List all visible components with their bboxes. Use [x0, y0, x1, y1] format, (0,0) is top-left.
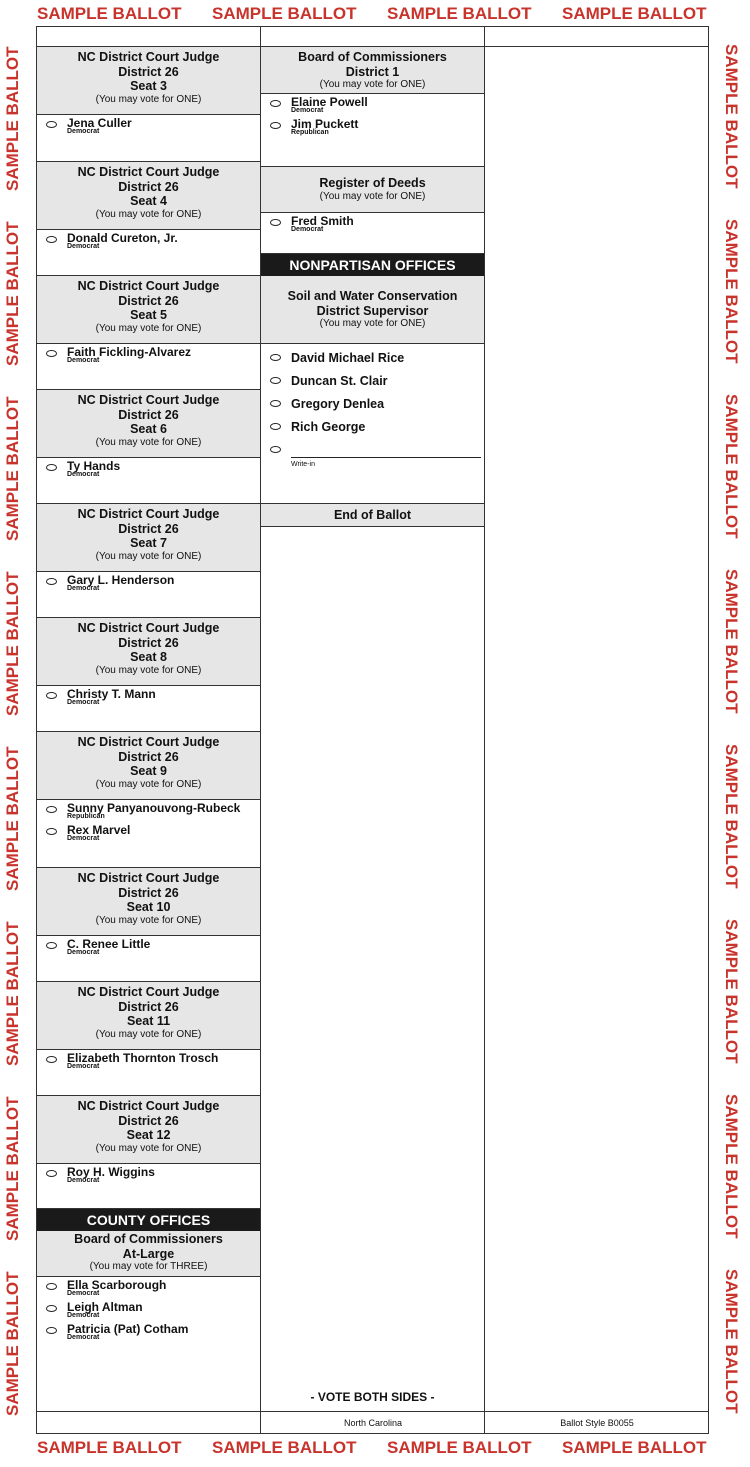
- contest-title-line: NC District Court Judge: [77, 165, 220, 179]
- vote-oval[interactable]: [270, 377, 281, 384]
- contest-title-line: NC District Court Judge: [77, 985, 220, 999]
- contest-header: [37, 868, 260, 936]
- contest-title-line: District Supervisor: [316, 303, 429, 318]
- contest-title-line: District 26: [118, 999, 179, 1014]
- candidate-name: Sunny Panyanouvong-Rubeck: [67, 801, 241, 815]
- candidate-name: Ella Scarborough: [67, 1278, 167, 1292]
- vote-both-sides: - VOTE BOTH SIDES -: [310, 1390, 435, 1404]
- candidate-name: Rex Marvel: [67, 823, 131, 837]
- candidate-name: C. Renee Little: [67, 937, 151, 951]
- contest-header: [37, 732, 260, 800]
- candidate-name: Christy T. Mann: [67, 687, 156, 701]
- candidate-party: Democrat: [67, 128, 100, 135]
- candidate-party: Democrat: [67, 699, 100, 706]
- contest-title-line: NC District Court Judge: [77, 507, 220, 521]
- candidate-name: Patricia (Pat) Cotham: [67, 1322, 189, 1336]
- watermark-text: SAMPLE BALLOT: [3, 746, 22, 891]
- candidate-name: Elaine Powell: [291, 95, 368, 109]
- write-in-option[interactable]: [261, 440, 484, 472]
- contest-title-line: Seat 10: [126, 900, 171, 914]
- vote-instruction: (You may vote for ONE): [95, 322, 202, 334]
- watermark-text: SAMPLE BALLOT: [3, 1271, 22, 1416]
- candidate-name: Leigh Altman: [67, 1300, 143, 1314]
- vote-instruction: (You may vote for ONE): [95, 436, 202, 448]
- watermark-text: SAMPLE BALLOT: [562, 4, 707, 23]
- end-of-ballot-header: [261, 504, 484, 526]
- watermark-text: SAMPLE BALLOT: [37, 1438, 182, 1457]
- contest-title-line: District 26: [118, 179, 179, 194]
- contest-title-line: District 26: [118, 64, 179, 79]
- candidate-option[interactable]: [261, 348, 484, 371]
- contest-title-line: Seat 3: [130, 79, 167, 93]
- contest-title-line: Soil and Water Conservation: [287, 289, 458, 303]
- watermark-text: SAMPLE BALLOT: [722, 919, 741, 1064]
- candidate-name: Faith Fickling-Alvarez: [67, 345, 192, 359]
- candidate-option[interactable]: [37, 800, 260, 822]
- contest-title-line: Seat 6: [130, 422, 167, 436]
- candidate-name: Jim Puckett: [291, 117, 359, 131]
- contest-title-line: Register of Deeds: [319, 176, 426, 190]
- vote-instruction: (You may vote for ONE): [95, 93, 202, 105]
- end-of-ballot: [261, 504, 484, 527]
- contest-header: [37, 504, 260, 572]
- candidate-party: Democrat: [67, 1290, 100, 1297]
- candidate-name: Duncan St. Clair: [291, 374, 388, 388]
- contest-district-court-judge: [37, 982, 260, 1096]
- contest-title-line: District 26: [118, 521, 179, 536]
- vote-oval[interactable]: [46, 1056, 57, 1063]
- vote-instruction: (You may vote for ONE): [95, 778, 202, 790]
- candidate-option[interactable]: [37, 686, 260, 708]
- vote-instruction: (You may vote for ONE): [319, 79, 426, 90]
- candidate-option[interactable]: [37, 1277, 260, 1299]
- contest-district-court-judge: [37, 1096, 260, 1209]
- candidate-party: Democrat: [291, 226, 324, 233]
- candidate-party: Republican: [67, 813, 105, 820]
- vote-instruction: (You may vote for THREE): [89, 1261, 208, 1272]
- contest-title-line: NC District Court Judge: [77, 621, 220, 635]
- watermark-text: SAMPLE BALLOT: [3, 571, 22, 716]
- candidate-party: Republican: [291, 129, 329, 136]
- watermark-text: SAMPLE BALLOT: [3, 396, 22, 541]
- contest-title-line: NC District Court Judge: [77, 735, 220, 749]
- footer-state: North Carolina: [343, 1418, 403, 1428]
- contest-header: [37, 982, 260, 1050]
- vote-instruction: (You may vote for ONE): [319, 190, 426, 202]
- contest-title-line: District 26: [118, 749, 179, 764]
- watermark-text: SAMPLE BALLOT: [3, 921, 22, 1066]
- candidate-option[interactable]: [37, 822, 260, 844]
- candidate-name: Roy H. Wiggins: [67, 1165, 155, 1179]
- watermark-text: SAMPLE BALLOT: [722, 1094, 741, 1239]
- contest-header: [261, 47, 484, 94]
- candidate-name: Rich George: [291, 420, 366, 434]
- footer-ballot-style: Ballot Style B0055: [560, 1418, 634, 1428]
- vote-oval[interactable]: [46, 942, 57, 949]
- contest-soil-water: [261, 276, 484, 504]
- candidate-option[interactable]: [261, 213, 484, 235]
- vote-oval[interactable]: [46, 236, 57, 243]
- watermark-text: SAMPLE BALLOT: [722, 744, 741, 889]
- candidate-option[interactable]: [37, 572, 260, 594]
- contest-title-line: District 26: [118, 1113, 179, 1128]
- vote-oval[interactable]: [46, 692, 57, 699]
- candidate-option[interactable]: [37, 230, 260, 252]
- ballot-sheet: [36, 26, 709, 1434]
- candidate-party: Democrat: [67, 1063, 100, 1070]
- candidate-option[interactable]: [261, 94, 484, 116]
- contest-title-line: Seat 5: [130, 308, 167, 322]
- contest-district-court-judge: [37, 868, 260, 982]
- contest-title-line: NC District Court Judge: [77, 393, 220, 407]
- watermark-text: SAMPLE BALLOT: [722, 1269, 741, 1414]
- contest-title-line: NC District Court Judge: [77, 871, 220, 885]
- watermark-text: SAMPLE BALLOT: [212, 4, 357, 23]
- vote-instruction: (You may vote for ONE): [95, 208, 202, 220]
- candidate-name: Fred Smith: [291, 214, 354, 228]
- vote-oval[interactable]: [270, 446, 281, 453]
- contest-title-line: Seat 8: [130, 650, 167, 664]
- contest-district-court-judge: [37, 390, 260, 504]
- contest-board-district-1: [261, 47, 484, 167]
- candidate-party: Democrat: [67, 357, 100, 364]
- contest-title-line: District 26: [118, 635, 179, 650]
- contest-header: [37, 47, 260, 115]
- vote-instruction: (You may vote for ONE): [95, 914, 202, 926]
- vote-oval[interactable]: [46, 578, 57, 585]
- candidate-name: Gregory Denlea: [291, 397, 385, 411]
- watermark-text: SAMPLE BALLOT: [722, 219, 741, 364]
- vote-oval[interactable]: [270, 219, 281, 226]
- candidate-option[interactable]: [261, 116, 484, 138]
- vote-oval[interactable]: [46, 1327, 57, 1334]
- contest-title-line: NC District Court Judge: [77, 1099, 220, 1113]
- candidate-name: David Michael Rice: [291, 351, 405, 365]
- contest-title-line: Seat 7: [130, 536, 167, 550]
- candidate-name: Gary L. Henderson: [67, 573, 175, 587]
- watermark-text: SAMPLE BALLOT: [212, 1438, 357, 1457]
- vote-oval[interactable]: [270, 400, 281, 407]
- ballot-column-2: [261, 27, 485, 1433]
- contest-header: [37, 1096, 260, 1164]
- vote-oval[interactable]: [46, 1283, 57, 1290]
- contest-title-line: Seat 9: [130, 764, 167, 778]
- candidate-party: Democrat: [291, 107, 324, 114]
- contest-header: [37, 618, 260, 686]
- candidate-option[interactable]: [261, 417, 484, 440]
- watermark-text: SAMPLE BALLOT: [562, 1438, 707, 1457]
- candidate-party: Democrat: [67, 1177, 100, 1184]
- vote-oval[interactable]: [46, 350, 57, 357]
- contest-title-line: NC District Court Judge: [77, 50, 220, 64]
- contest-title-line: NC District Court Judge: [77, 279, 220, 293]
- vote-oval[interactable]: [270, 122, 281, 129]
- contest-register-of-deeds: [261, 167, 484, 254]
- vote-instruction: (You may vote for ONE): [95, 1028, 202, 1040]
- candidate-party: Democrat: [67, 1312, 100, 1319]
- watermark-text: SAMPLE BALLOT: [722, 569, 741, 714]
- contest-district-court-judge: [37, 162, 260, 276]
- candidate-name: Donald Cureton, Jr.: [67, 231, 178, 245]
- vote-oval[interactable]: [46, 464, 57, 471]
- end-of-ballot-text: End of Ballot: [333, 508, 412, 522]
- candidate-option[interactable]: [37, 344, 260, 366]
- watermark-text: SAMPLE BALLOT: [387, 4, 532, 23]
- vote-oval[interactable]: [270, 354, 281, 361]
- contest-title-line: Seat 11: [126, 1014, 171, 1028]
- vote-instruction: (You may vote for ONE): [319, 318, 426, 329]
- contest-title-line: District 26: [118, 885, 179, 900]
- contest-title-line: At-Large: [122, 1246, 175, 1261]
- contest-title-line: Seat 4: [130, 194, 167, 208]
- ballot-column-3: [485, 27, 709, 1433]
- contest-header: [37, 390, 260, 458]
- candidate-option[interactable]: [261, 394, 484, 417]
- contest-title-line: District 1: [345, 64, 400, 79]
- vote-oval[interactable]: [270, 100, 281, 107]
- vote-oval[interactable]: [46, 121, 57, 128]
- contest-district-court-judge: [37, 618, 260, 732]
- candidate-party: Democrat: [67, 585, 100, 592]
- vote-oval[interactable]: [46, 828, 57, 835]
- candidate-option[interactable]: [37, 1164, 260, 1186]
- watermark-text: SAMPLE BALLOT: [722, 44, 741, 189]
- candidate-option[interactable]: [37, 1299, 260, 1321]
- section-bar-county: COUNTY OFFICES: [37, 1209, 260, 1231]
- candidate-party: Democrat: [67, 835, 100, 842]
- contest-district-court-judge: [37, 276, 260, 390]
- write-in-label: Write-in: [291, 461, 315, 468]
- contest-district-court-judge: [37, 504, 260, 618]
- ballot-column-1: [37, 27, 261, 1433]
- candidate-party: Democrat: [67, 243, 100, 250]
- vote-instruction: (You may vote for ONE): [95, 550, 202, 562]
- vote-oval[interactable]: [270, 423, 281, 430]
- candidate-option[interactable]: [37, 936, 260, 958]
- contest-header: [37, 162, 260, 230]
- contest-district-court-judge: [37, 47, 260, 162]
- contest-header: [261, 276, 484, 344]
- vote-instruction: (You may vote for ONE): [95, 1142, 202, 1154]
- candidate-party: Democrat: [67, 471, 100, 478]
- contest-title-line: District 26: [118, 407, 179, 422]
- contest-header: [37, 1231, 260, 1277]
- write-in-line[interactable]: [291, 457, 481, 458]
- contest-title-line: Board of Commissioners: [74, 1232, 223, 1246]
- candidate-option[interactable]: [37, 1321, 260, 1343]
- watermark-text: SAMPLE BALLOT: [37, 4, 182, 23]
- section-bar-nonpartisan: NONPARTISAN OFFICES: [261, 254, 484, 276]
- candidate-name: Jena Culler: [67, 116, 132, 130]
- candidate-option[interactable]: [261, 371, 484, 394]
- ballot-footer: [37, 1411, 708, 1433]
- vote-oval[interactable]: [46, 806, 57, 813]
- candidate-party: Democrat: [67, 949, 100, 956]
- contest-board-at-large: [37, 1231, 260, 1411]
- vote-oval[interactable]: [46, 1305, 57, 1312]
- contest-header: [37, 276, 260, 344]
- candidate-option[interactable]: [37, 458, 260, 480]
- candidate-name: Elizabeth Thornton Trosch: [67, 1051, 219, 1065]
- watermark-text: SAMPLE BALLOT: [3, 1096, 22, 1241]
- vote-oval[interactable]: [46, 1170, 57, 1177]
- contest-header: [261, 167, 484, 213]
- contest-title-line: District 26: [118, 293, 179, 308]
- contest-district-court-judge: [37, 732, 260, 868]
- contest-title-line: Seat 12: [126, 1128, 171, 1142]
- watermark-text: SAMPLE BALLOT: [722, 394, 741, 539]
- contest-title-line: Board of Commissioners: [298, 50, 447, 64]
- candidate-option[interactable]: [37, 115, 260, 137]
- vote-instruction: (You may vote for ONE): [95, 664, 202, 676]
- watermark-text: SAMPLE BALLOT: [3, 221, 22, 366]
- watermark-text: SAMPLE BALLOT: [387, 1438, 532, 1457]
- candidate-option[interactable]: [37, 1050, 260, 1072]
- watermark-text: SAMPLE BALLOT: [3, 46, 22, 191]
- candidate-party: Democrat: [67, 1334, 100, 1341]
- candidate-name: Ty Hands: [67, 459, 121, 473]
